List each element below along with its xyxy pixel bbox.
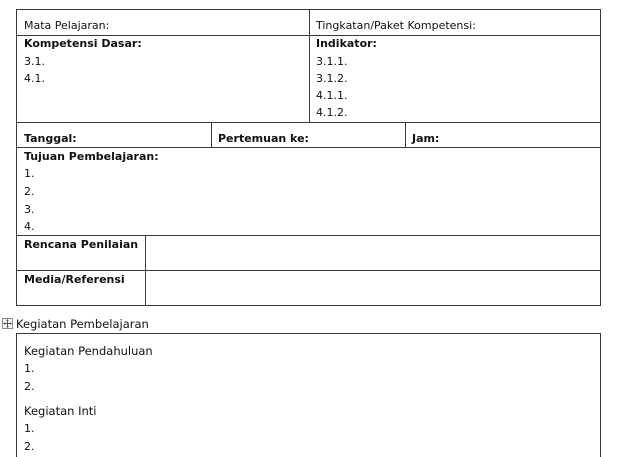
kd-item: 4.1.: [24, 72, 45, 85]
pendahuluan-item: 2.: [24, 380, 35, 393]
tujuan-item: 4.: [24, 220, 35, 233]
kompetensi-dasar-label: Kompetensi Dasar:: [24, 37, 142, 50]
kd-item: 3.1.: [24, 55, 45, 68]
tingkatan-label: Tingkatan/Paket Kompetensi:: [316, 19, 476, 32]
tujuan-item: 2.: [24, 185, 35, 198]
inti-item: 2.: [24, 440, 35, 453]
move-handle-icon[interactable]: [2, 318, 13, 329]
mata-pelajaran-label: Mata Pelajaran:: [24, 19, 110, 32]
indikator-item: 3.1.2.: [316, 72, 348, 85]
inti-item: 1.: [24, 422, 35, 435]
pendahuluan-item: 1.: [24, 362, 35, 375]
tanggal-label: Tanggal:: [24, 132, 77, 145]
tujuan-item: 3.: [24, 203, 35, 216]
indikator-item: 3.1.1.: [316, 55, 348, 68]
tujuan-item: 1.: [24, 167, 35, 180]
column-divider: [405, 122, 406, 147]
column-divider: [145, 235, 146, 306]
table-left-border: [16, 333, 17, 457]
row-divider: [16, 147, 601, 148]
media-referensi-label: Media/Referensi: [24, 273, 125, 286]
column-divider: [211, 122, 212, 147]
kegiatan-pendahuluan-label: Kegiatan Pendahuluan: [24, 344, 153, 358]
section-title: Kegiatan Pembelajaran: [16, 317, 149, 331]
indikator-item: 4.1.2.: [316, 106, 348, 119]
tujuan-pembelajaran-label: Tujuan Pembelajaran:: [24, 150, 159, 163]
row-divider: [16, 235, 601, 236]
column-divider: [309, 9, 310, 122]
indikator-label: Indikator:: [316, 37, 377, 50]
indikator-item: 4.1.1.: [316, 89, 348, 102]
rencana-penilaian-label: Rencana Penilaian: [24, 238, 139, 251]
pertemuan-label: Pertemuan ke:: [218, 132, 309, 145]
table-top-border: [16, 333, 601, 334]
row-divider: [16, 122, 601, 123]
kegiatan-inti-label: Kegiatan Inti: [24, 404, 97, 418]
jam-label: Jam:: [412, 132, 440, 145]
table-right-border: [600, 333, 601, 457]
row-divider: [16, 270, 601, 271]
